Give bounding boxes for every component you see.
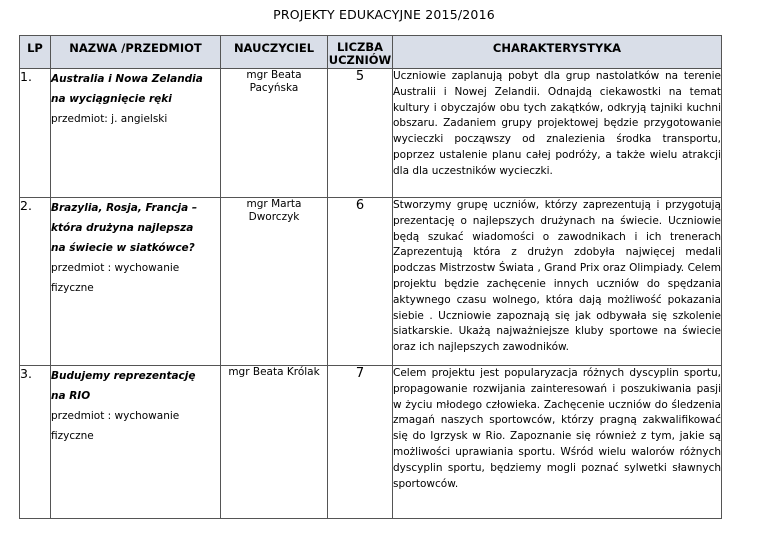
table-header-row [20,36,722,69]
project-title-line: Australia i Nowa Zelandia [51,73,203,85]
project-subject [51,258,220,298]
page-title: PROJEKTY EDUKACYJNE 2015/2016 [273,7,495,22]
header-teacher: NAUCZYCIEL [221,36,328,69]
student-count: 7 [328,366,393,519]
project-title-line: na wyciągnięcie ręki [51,93,172,105]
teacher-line: mgr Beata [246,69,302,81]
header-lp: LP [20,36,51,69]
project-subject [51,109,220,129]
header-name: NAZWA /PRZEDMIOT [51,36,221,69]
project-title [51,198,220,258]
project-title-line: Budujemy reprezentację [51,370,196,382]
row-number: 3. [20,366,51,519]
subject-line: przedmiot: j. angielski [51,113,168,125]
header-count-line1: LICZBA [336,40,384,54]
teacher-line: mgr Beata Królak [228,366,320,378]
project-title [51,69,220,109]
project-title [51,366,220,406]
row-number: 1. [20,69,51,198]
project-description: Uczniowie zaplanują pobyt dla grup nastolatków na terenie Australii i Nowej Zelandii. Odnajdą ciekawostki na temat kultury i obyczajów obu tych zakątków, odkryją tajniki kuchni obszaru. Zadaniem grupy projektowej będzie przygotowanie wycieczki począwszy od znalezienia środka transportu, poprzez ustalenie planu całej podróży, a także wielu atrakcji dla dla uczestników wycieczki. [393,69,722,198]
header-count-line2: UCZNIÓW [328,53,392,67]
project-subject [51,406,220,446]
project-title-line: na RIO [51,390,91,402]
subject-line: przedmiot : wychowanie [51,410,180,422]
subject-line: przedmiot : wychowanie [51,262,180,274]
projects-table [19,35,722,519]
teacher-line: Pacyńska [249,82,299,94]
project-description: Celem projektu jest popularyzacja różnych dyscyplin sportu, propagowanie rozwijania zainteresowań i poszukiwania pasji w życiu młodego człowieka. Zachęcenie uczniów do śledzenia zmagań naszych sportowców, którzy pragną zakwalifikować się do Igrzysk w Rio. Zapoznanie się również z tym, jakie są możliwości uprawiania sportu. Wśród wielu walorów różnych dyscyplin sportu, będziemy mogli poznać sylwetki sławnych sportowców. [393,366,722,519]
header-count [328,36,393,69]
header-description: CHARAKTERYSTYKA [393,36,722,69]
project-name-cell [51,366,221,519]
project-title-line: Brazylia, Rosja, Francja – [51,202,198,214]
student-count: 5 [328,69,393,198]
teacher-cell [221,366,328,519]
student-count: 6 [328,198,393,366]
table-row [20,69,722,198]
project-name-cell [51,198,221,366]
project-name-cell [51,69,221,198]
teacher-line: mgr Marta [246,198,302,210]
subject-line: fizyczne [51,282,94,294]
subject-line: fizyczne [51,430,94,442]
table-row [20,198,722,366]
teacher-cell [221,69,328,198]
project-title-line: na świecie w siatkówce? [51,242,195,254]
table-row [20,366,722,519]
project-title-line: która drużyna najlepsza [51,222,194,234]
row-number: 2. [20,198,51,366]
teacher-cell [221,198,328,366]
project-description: Stworzymy grupę uczniów, którzy zaprezentują i przygotują prezentację o najlepszych drużynach na świecie. Uczniowie będą szukać wiadomości o zawodnikach i ich trenerach Zaprezentują która z drużyn zdobyła najwięcej medali podczas Mistrzostw Świata , Grand Prix oraz Olimpiady. Celem projektu będzie zachęcenie innych uczniów do spędzania aktywnego czasu wolnego, która dają możliwość pokazania siebie . Uczniowie zapoznają się jak odbywała się szkolenie siatkarskie. Ukażą najważniejsze kluby sportowe na świecie oraz ich najlepszych zawodników. [393,198,722,366]
teacher-line: Dworczyk [248,211,300,223]
